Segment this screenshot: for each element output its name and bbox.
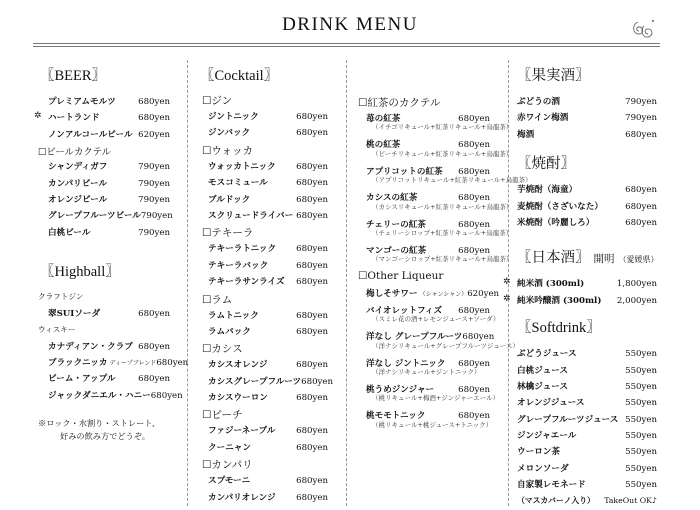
item-ingredients: （スミレ花の酒+レモンジュース+ソーダ） [372,315,500,324]
item-name-wrap [366,383,434,395]
item-name-wrap [208,424,275,436]
item-name-wrap [517,347,577,359]
item-name-wrap [48,389,151,401]
menu-item [517,111,657,127]
item-name-wrap [366,112,400,124]
item-name-wrap [517,294,601,306]
item-name-wrap [517,183,577,195]
menu-item [517,216,657,232]
item-name-wrap [208,358,267,370]
cocktail-group-label: ☐ラム [202,293,233,306]
item-name: 翠SUIソーダ [48,309,101,320]
item-price: 550yen [625,381,657,392]
menu-item [48,160,170,176]
item-price: 680yen [156,357,189,368]
item-name: 白桃ジュース [517,365,568,376]
item-name-wrap [48,372,115,384]
item-price: 680yen [138,309,170,320]
item-name-wrap [517,111,568,123]
item-name-wrap [366,330,462,342]
menu-item [366,409,490,425]
menu-item [48,372,170,388]
lemonade-note: （マスカバーノ入り） [517,495,595,505]
item-name-wrap [208,391,268,403]
item-name-wrap [48,226,90,238]
item-price: 680yen [296,210,328,221]
item-price: 680yen [301,376,334,387]
star-mark-icon: ✲ [503,277,511,288]
item-name: 梅酒 [517,129,535,140]
item-name: ラムバック [208,326,251,337]
menu-item [517,183,657,199]
menu-item [517,478,657,494]
item-name-wrap [517,413,618,425]
item-price: 620yen [467,289,500,300]
item-price: 550yen [625,349,657,360]
item-price: 680yen [625,129,657,140]
item-price: 680yen [458,114,490,124]
column-fruit-shochu-sake-soft [503,64,659,507]
menu-item [366,330,495,346]
menu-item [208,474,328,490]
item-name-wrap [517,396,585,408]
item-price: 680yen [458,219,490,230]
item-price: 680yen [296,128,328,139]
item-price: 680yen [296,426,328,437]
item-price: 680yen [296,260,328,271]
item-name: ジャックダニエル・ハニー [48,390,151,401]
menu-item [208,358,328,374]
star-mark-icon: ✲ [34,111,42,122]
item-name-wrap [48,307,100,319]
cocktail-group-label: ☐ウォッカ [202,144,253,157]
item-price: 680yen [296,360,328,371]
sake-region: （愛媛県） [618,255,659,265]
item-name: ラムトニック [208,310,259,321]
item-subtext: （シャンシャン） [419,291,468,299]
item-price: 1,800yen [616,279,657,290]
item-name-wrap [366,357,445,369]
column-divider [187,60,188,506]
item-name: ジンバック [208,128,251,139]
item-price: 680yen [296,476,328,487]
item-name: メロンソーダ [517,463,569,474]
item-name: カシスグレープフルーツ [208,376,302,387]
item-subtext: ディープブレンド [109,359,157,367]
item-price: 550yen [625,480,657,491]
header-rule [33,46,660,47]
item-name-wrap [48,128,133,140]
item-name: ブラックニッカ [48,357,108,368]
item-name: カシスオレンジ [208,360,268,371]
beer-heading: 〖BEER〗 [40,68,107,84]
item-name-wrap [517,478,586,490]
cocktail-group-label: ☐カシス [202,343,243,356]
item-name-wrap [366,287,467,299]
cocktail-group-label: ☐ピーチ [202,409,243,422]
menu-item [48,177,170,193]
menu-item [517,364,657,380]
item-ingredients: （洋ナシリキュール+ジントニック） [372,367,481,376]
item-name-wrap [208,110,259,122]
menu-item [48,340,170,356]
cocktail-heading: 〖Cocktail〗 [200,68,279,84]
tea-cocktail-heading: ☐紅茶のカクテル [358,97,441,109]
item-ingredients: （マンゴーシロップ+紅茶リキュール+烏龍茶） [372,255,513,264]
item-name: ノンアルコールビール [48,129,133,140]
item-name: ジントニック [208,112,259,122]
item-name: アプリコットの紅茶 [366,166,443,177]
item-price: 680yen [296,310,328,321]
item-name: ぶどうジュース [517,349,577,360]
menu-item [48,226,170,242]
item-name: グレープフルーツビール [48,211,141,222]
item-name-wrap [366,304,442,316]
item-price: 680yen [458,193,490,204]
item-name: カシスの紅茶 [366,193,418,204]
menu-item [366,112,490,128]
menu-item [48,95,170,111]
menu-item [517,380,657,396]
menu-item [366,357,490,373]
item-name-wrap [208,126,250,138]
cocktail-group-label: ☐ジン [202,95,233,107]
item-price: 680yen [458,305,490,316]
item-price: 680yen [296,244,328,255]
sake-heading-label: 〖日本酒〗 [517,250,590,267]
item-name: オレンジジュース [517,398,585,409]
item-price: 680yen [625,185,657,196]
item-name-wrap [517,429,576,441]
item-price: 680yen [458,245,490,256]
menu-item [517,347,657,363]
item-name: 米焼酎（吟麗しろ） [517,217,595,228]
item-name-wrap [366,244,426,256]
item-name-wrap [208,275,285,287]
item-price: 680yen [296,112,328,122]
item-price: 680yen [458,384,490,395]
item-name-wrap [208,242,276,254]
menu-item [366,287,500,303]
item-price: 620yen [138,129,170,140]
item-price: 550yen [625,447,657,458]
item-ingredients: （桃リキュール+梅酒+ジンジャーエール） [372,394,500,403]
menu-item [517,462,657,478]
item-price: 790yen [625,113,657,124]
menu-item [48,193,170,209]
menu-item [366,218,490,234]
page-title: DRINK MENU [282,14,418,35]
item-name: 自家製レモネード [517,480,586,491]
item-name-wrap [48,177,107,189]
menu-item [517,429,657,445]
item-price: 550yen [625,398,657,409]
item-name-wrap [517,462,569,474]
item-name-wrap [517,128,534,140]
item-price: 790yen [140,211,173,222]
item-name: 赤ワイン梅酒 [517,113,569,124]
item-name: 洋なし ジントニック [366,358,446,369]
menu-item [208,491,328,507]
menu-item [208,375,334,391]
other-liqueur-heading: ☐Other Liqueur [358,270,444,283]
item-price: 680yen [296,194,328,205]
menu-item [517,396,657,412]
menu-item [208,391,328,407]
item-ingredients: （桃リキュール+桃ジュース+トニック） [372,420,493,429]
item-name: 純米吟醸酒 (300ml) [517,295,602,306]
menu-item [503,277,657,293]
item-name: 麦焼酎（さざいなた） [517,201,603,212]
menu-item [517,200,657,216]
softdrink-heading: 〖Softdrink〗 [517,320,601,337]
item-name-wrap [517,445,560,457]
item-price: 550yen [625,365,657,376]
menu-item [208,160,328,176]
item-name: チェリーの紅茶 [366,219,426,230]
item-price: 550yen [625,431,657,442]
item-name: マンゴーの紅茶 [366,245,427,256]
item-name: ビーム・アップル [48,374,116,385]
item-name-wrap [366,191,417,203]
item-price: 790yen [625,97,657,107]
item-price: 790yen [138,194,170,205]
item-price: 790yen [138,178,170,189]
cocktail-group-label: ☐カンパリ [202,459,253,472]
item-name-wrap [366,165,443,177]
takeout-note: TakeOut OK♪ [604,495,657,505]
item-price: 680yen [296,393,328,404]
whisky-label: ウィスキー [38,324,76,334]
item-ingredients: （カシスリキュール+紅茶リキュール+烏龍茶） [372,202,513,211]
item-price: 680yen [458,140,490,151]
item-name-wrap [517,380,568,392]
menu-item [48,307,170,323]
item-name-wrap [208,160,276,172]
item-name: 洋なし グレープフルーツ [366,332,463,343]
item-name-wrap [517,216,594,228]
item-price: 680yen [138,341,170,352]
item-name: 桃の紅茶 [366,140,401,151]
item-name-wrap [517,95,560,107]
menu-item [208,424,328,440]
item-name-wrap [48,356,156,368]
menu-item [48,128,170,144]
item-price: 680yen [458,411,490,422]
item-name-wrap [208,474,250,486]
item-name: スプモーニ [208,476,251,487]
item-name-wrap [366,218,426,230]
star-mark-icon: ✲ [503,293,511,304]
menu-item [503,293,657,310]
item-price: 680yen [625,201,657,212]
cocktail-group-label: ☐テキーラ [202,227,254,240]
item-name: ジンジャエール [517,431,577,442]
menu-item [208,309,328,325]
item-name: 芋焼酎（海童） [517,185,578,196]
shochu-heading: 〖焼酎〗 [517,156,575,173]
menu-item [48,356,189,372]
column-tea-liqueur [358,95,532,436]
item-name-wrap [208,375,301,387]
menu-item [208,441,328,457]
item-price: 680yen [138,97,170,107]
item-name: オレンジビール [48,194,108,205]
item-name: カンパリビール [48,178,108,189]
column-beer-highball [34,64,189,442]
item-name-wrap [208,309,259,321]
item-name: ぶどうの酒 [517,97,560,107]
menu-item [208,275,328,291]
item-name: 白桃ビール [48,227,91,238]
item-name-wrap [208,441,251,453]
item-name-wrap [48,193,107,205]
column-cocktail [200,64,334,507]
menu-item [48,389,183,405]
item-name-wrap [517,277,584,289]
item-price: 680yen [625,217,657,228]
highball-note: 好みの飲み方でどうぞ。 [60,430,150,441]
item-name: カナディアン・クラブ [48,341,133,352]
ornament-logo-icon [630,16,658,44]
item-name-wrap [366,138,400,150]
item-name: 梅しそサワー [366,289,418,300]
menu-item [208,259,328,275]
menu-item [208,110,328,126]
item-price: 680yen [150,390,183,401]
menu-item [366,244,490,260]
menu-item [208,242,328,258]
item-name: ファジーネーブル [208,426,276,437]
highball-heading: 〖Highball〗 [40,264,120,281]
item-name-wrap [208,193,250,205]
item-price: 680yen [138,374,170,385]
item-name-wrap [48,95,116,107]
item-price: 680yen [462,332,495,343]
menu-item [208,176,328,192]
menu-item [366,138,490,154]
menu-item [208,325,328,341]
menu-item [208,193,328,209]
item-name: モスコミュール [208,178,268,189]
item-price: 680yen [296,442,328,453]
sake-heading [517,246,657,267]
item-price: 2,000yen [616,295,657,306]
item-price: 680yen [296,492,328,503]
item-name-wrap [517,364,568,376]
menu-item [366,165,490,181]
menu-item [366,191,490,207]
menu-item [517,445,657,461]
menu-item [517,128,657,144]
item-name: テキーラバック [208,260,269,271]
menu-item [517,95,657,111]
item-price: 680yen [458,358,490,369]
item-name: カンパリオレンジ [208,492,276,503]
item-name: カシスウーロン [208,393,268,404]
item-name: ブルドック [208,194,251,205]
item-name: 苺の紅茶 [366,114,401,124]
menu-item [366,304,490,320]
item-name: バイオレットフィズ [366,305,443,316]
item-name-wrap [48,209,141,221]
item-name-wrap [517,200,603,212]
item-name: ウォッカトニック [208,161,276,172]
item-ingredients: （アプリコットリキュール+紅茶リキュール+烏龍茶） [372,176,532,185]
item-name: ハートランド [48,113,100,124]
menu-item [517,413,657,429]
item-price: 680yen [296,178,328,189]
item-name-wrap [48,340,133,352]
fruit-wine-heading: 〖果実酒〗 [517,68,590,84]
item-ingredients: （チェリーシロップ+紅茶リキュール+烏龍茶） [372,228,513,237]
menu-item [208,209,328,225]
item-price: 680yen [296,326,328,337]
item-name-wrap [366,409,425,421]
item-ingredients: （洋ナシリキュール+グレープフルーツジュース） [372,341,519,350]
item-price: 680yen [296,277,328,288]
item-name-wrap [208,325,251,337]
sake-brand: 開明 [593,254,615,266]
item-name: テキーラトニック [208,244,277,255]
item-price: 680yen [458,166,490,177]
item-price: 680yen [296,161,328,172]
item-name: スクリュードライバー [208,210,294,221]
item-price: 550yen [625,463,657,474]
item-name-wrap [208,209,293,221]
menu-item [34,111,170,127]
item-price: 680yen [138,113,170,124]
item-name: 桃モモトニック [366,411,426,422]
softdrink-footer [517,495,657,507]
beer-cocktail-heading: ☐ビールカクテル [38,147,111,159]
item-price: 550yen [625,414,657,425]
item-name: 林檎ジュース [517,381,568,392]
item-name: テキーラサンライズ [208,277,285,288]
item-price: 790yen [138,162,170,173]
menu-item [48,209,173,225]
item-name: 純米酒 (300ml) [517,279,585,290]
item-ingredients: （ピーチリキュール+紅茶リキュール+烏龍茶） [372,149,513,158]
item-name-wrap [208,491,276,503]
item-name-wrap [48,160,107,172]
item-ingredients: （イチゴリキュール+紅茶リキュール+烏龍茶） [372,123,513,132]
item-name: プレミアムモルツ [48,97,116,107]
item-name-wrap [208,176,268,188]
craft-gin-label: クラフトジン [38,292,84,302]
item-name-wrap [208,259,268,271]
item-name: グレープフルーツジュース [517,414,619,425]
item-name: シャンディガフ [48,162,108,173]
menu-item [208,126,328,142]
item-name: ウーロン茶 [517,447,560,458]
highball-note: ※ロック・水割り・ストレート、 [38,418,160,429]
header-rule [33,43,660,44]
item-name: クーニャン [208,442,251,453]
column-divider [346,60,347,506]
menu-item [366,383,490,399]
item-price: 790yen [138,227,170,238]
item-name-wrap [48,111,100,123]
item-name: 桃うめジンジャー [366,384,435,395]
